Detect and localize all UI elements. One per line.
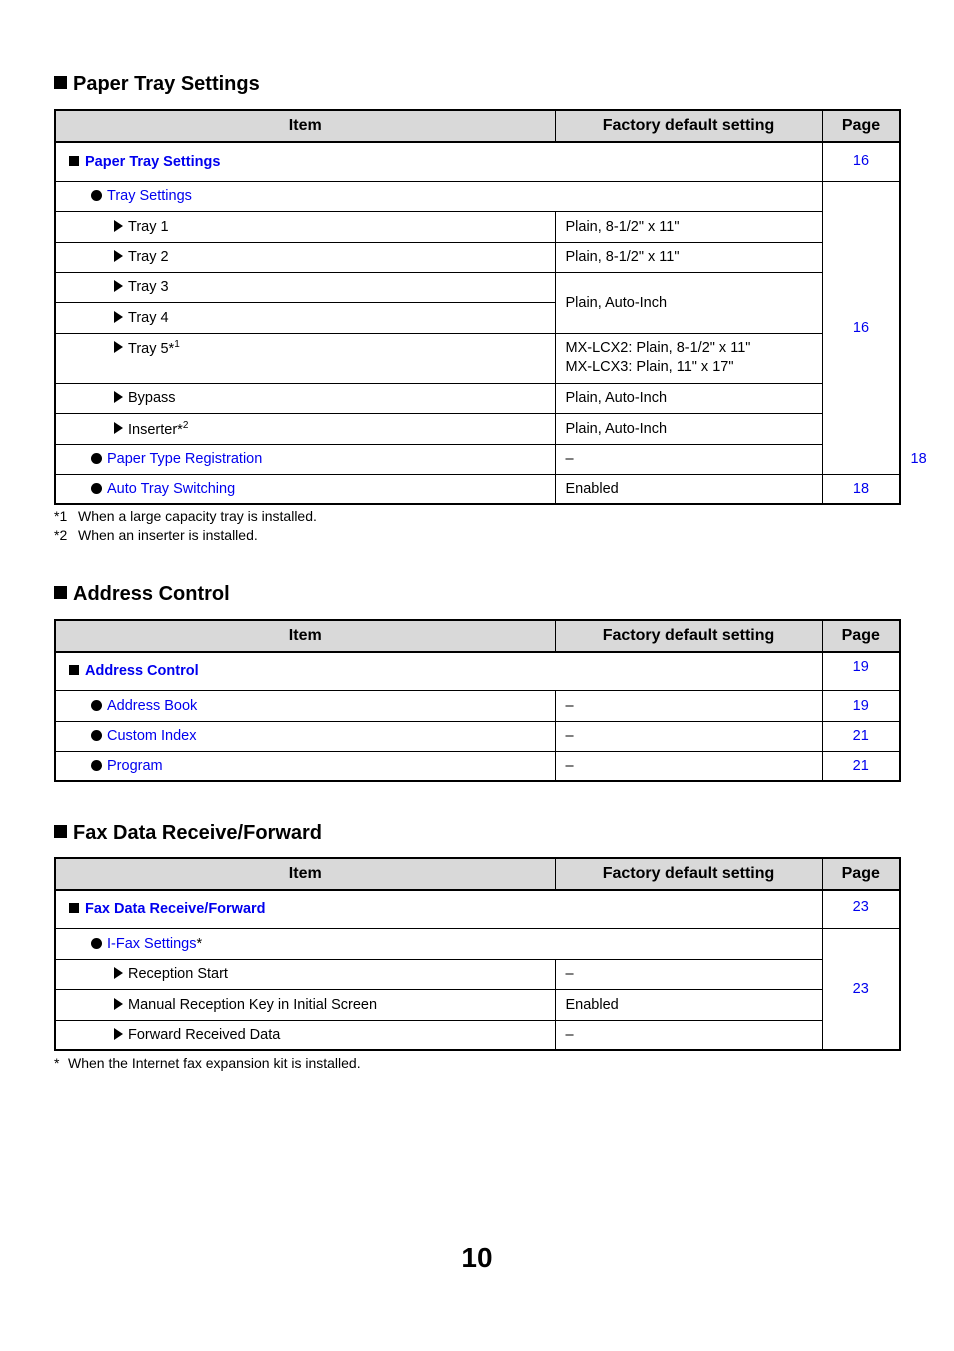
auto-tray-switching-default: Enabled: [555, 474, 822, 504]
page-link[interactable]: 21: [822, 751, 900, 781]
triangle-bullet-icon: [114, 391, 123, 403]
table-row: [55, 333, 900, 383]
square-bullet-icon: [69, 903, 79, 913]
section-title-address-control: Address Control: [54, 582, 230, 606]
triangle-bullet-icon: [114, 998, 123, 1010]
triangle-bullet-icon: [114, 967, 123, 979]
tray-5-label: Tray 5*: [128, 340, 175, 357]
page-link[interactable]: 19: [822, 690, 900, 721]
page-link[interactable]: 21: [822, 721, 900, 751]
square-bullet-icon: [69, 156, 79, 166]
page-link[interactable]: 23: [822, 928, 900, 1050]
table-row: [55, 652, 900, 690]
footnote: *1 When a large capacity tray is installed.: [54, 508, 317, 524]
circle-bullet-icon: [91, 700, 102, 711]
table-header-row: [55, 858, 900, 890]
inserter-default: Plain, Auto-Inch: [555, 413, 822, 444]
tray-settings-item: [55, 181, 822, 211]
table-row: [55, 383, 900, 413]
circle-bullet-icon: [91, 190, 102, 201]
circle-bullet-icon: [91, 453, 102, 464]
table-header-row: [55, 620, 900, 652]
i-fax-settings-link[interactable]: I-Fax Settings: [107, 935, 197, 952]
reception-start-label: Reception Start: [128, 966, 228, 982]
triangle-bullet-icon: [114, 250, 123, 262]
reception-start-default: –: [555, 959, 822, 989]
table-row: [55, 989, 900, 1020]
group-paper-tray-settings: [55, 142, 822, 181]
manual-reception-key-label: Manual Reception Key in Initial Screen: [128, 996, 378, 1013]
table-row: [55, 242, 900, 272]
tray-2-label: Tray 2: [128, 249, 169, 265]
square-bullet-icon: [54, 825, 67, 838]
inserter-label: Inserter*: [128, 421, 183, 438]
header-default: Factory default setting: [555, 620, 822, 652]
table-row: [55, 211, 900, 242]
table-row: [55, 181, 900, 211]
fax-data-table: [54, 857, 901, 1051]
address-book-link[interactable]: Address Book: [107, 697, 198, 714]
table-row: [55, 890, 900, 928]
footnote: * When the Internet fax expansion kit is installed.: [54, 1055, 361, 1071]
table-header-row: [55, 110, 900, 142]
table-row: [55, 1020, 900, 1050]
footnote-ref: *: [196, 935, 203, 952]
header-item: Item: [55, 110, 555, 142]
footnote: *2 When an inserter is installed.: [54, 527, 258, 543]
triangle-bullet-icon: [114, 341, 123, 353]
paper-type-registration-default: –: [555, 444, 822, 474]
program-default: –: [555, 751, 822, 781]
bypass-label: Bypass: [128, 390, 176, 406]
table-row: [55, 690, 900, 721]
page-link[interactable]: 16: [822, 142, 900, 181]
triangle-bullet-icon: [114, 422, 123, 434]
custom-index-default: –: [555, 721, 822, 751]
tray-2-default: Plain, 8-1/2" x 11": [555, 242, 822, 272]
triangle-bullet-icon: [114, 1028, 123, 1040]
circle-bullet-icon: [91, 760, 102, 771]
circle-bullet-icon: [91, 938, 102, 949]
square-bullet-icon: [54, 586, 67, 599]
table-row: [55, 413, 900, 444]
tray-3-4-default: Plain, Auto-Inch: [555, 272, 822, 333]
tray-settings-link[interactable]: Tray Settings: [107, 188, 192, 204]
table-row: [55, 142, 900, 181]
triangle-bullet-icon: [114, 220, 123, 232]
tray-3-label: Tray 3: [128, 279, 169, 295]
section-title-paper-tray: Paper Tray Settings: [54, 72, 260, 96]
table-row: [55, 928, 900, 959]
paper-type-registration-link[interactable]: Paper Type Registration: [107, 451, 263, 467]
manual-reception-key-default: Enabled: [555, 989, 822, 1020]
forward-received-data-label: Forward Received Data: [128, 1026, 281, 1043]
table-row: [55, 751, 900, 781]
table-row: Paper Type Registration – 18: [55, 444, 900, 474]
fax-data-receive-forward-link[interactable]: Fax Data Receive/Forward: [85, 901, 266, 918]
page-link[interactable]: 18: [822, 474, 900, 504]
table-row: [55, 721, 900, 751]
header-item: Item: [55, 620, 555, 652]
tray-1-default: Plain, 8-1/2" x 11": [555, 211, 822, 242]
tray-1-label: Tray 1: [128, 218, 169, 235]
circle-bullet-icon: [91, 483, 102, 494]
footnote-ref: 2: [182, 419, 189, 431]
header-default: Factory default setting: [555, 858, 822, 890]
table-row: [55, 959, 900, 989]
address-control-table: [54, 619, 901, 782]
paper-tray-settings-link[interactable]: Paper Tray Settings: [85, 153, 221, 170]
custom-index-link[interactable]: Custom Index: [107, 728, 197, 744]
header-page: Page: [822, 620, 900, 652]
footnote-ref: 1: [174, 338, 180, 350]
address-control-link[interactable]: Address Control: [85, 663, 199, 680]
triangle-bullet-icon: [114, 280, 123, 292]
paper-tray-table: [54, 109, 927, 505]
square-bullet-icon: [54, 76, 67, 89]
table-row: [55, 272, 900, 302]
tray-4-label: Tray 4: [128, 309, 169, 326]
page-link[interactable]: 19: [822, 652, 900, 690]
circle-bullet-icon: [91, 730, 102, 741]
tray-5-default: MX-LCX2: Plain, 8-1/2" x 11" MX-LCX3: Plain, 11" x 17": [555, 333, 822, 383]
program-link[interactable]: Program: [107, 757, 163, 774]
forward-received-data-default: –: [555, 1020, 822, 1050]
page-number: 10: [461, 1242, 493, 1273]
header-default: Factory default setting: [555, 110, 822, 142]
header-item: Item: [55, 858, 555, 890]
header-page: Page: [822, 858, 900, 890]
triangle-bullet-icon: [114, 311, 123, 323]
page-link[interactable]: 23: [822, 890, 900, 928]
header-page: Page: [822, 110, 900, 142]
page-link[interactable]: 16: [822, 181, 900, 474]
table-row: [55, 474, 900, 504]
address-book-default: –: [555, 690, 822, 721]
bypass-default: Plain, Auto-Inch: [555, 383, 822, 413]
auto-tray-switching-link[interactable]: Auto Tray Switching: [107, 480, 236, 497]
section-title-fax-data: Fax Data Receive/Forward: [54, 821, 322, 845]
square-bullet-icon: [69, 665, 79, 675]
